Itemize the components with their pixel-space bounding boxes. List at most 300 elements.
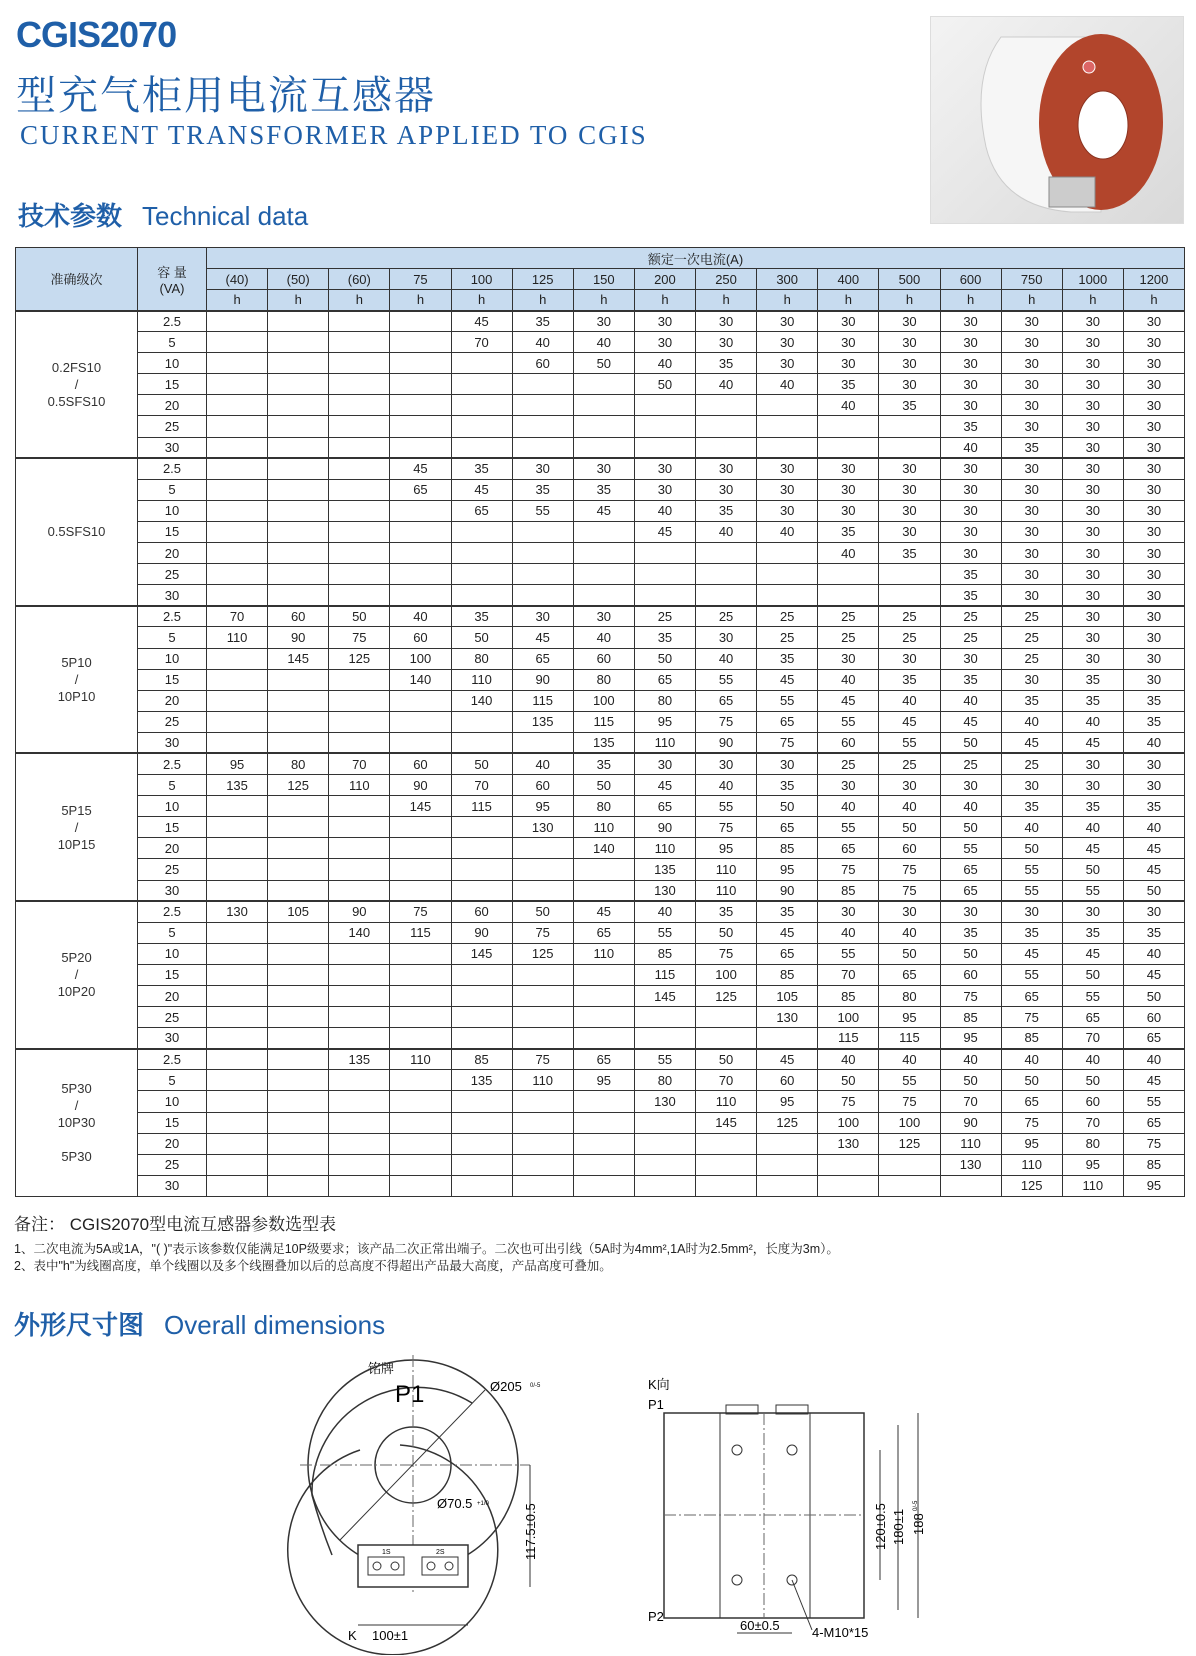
value-cell: 30 xyxy=(940,353,1001,374)
value-cell: 135 xyxy=(451,1070,512,1091)
value-cell: 30 xyxy=(879,775,940,796)
current-header: 300 xyxy=(757,269,818,290)
technical-data-table xyxy=(15,247,1185,1197)
current-header: 1200 xyxy=(1123,269,1184,290)
terminal-2s-label: 2S xyxy=(436,1549,445,1556)
unit-header: h xyxy=(1001,290,1062,311)
value-cell xyxy=(451,1175,512,1196)
value-cell: 30 xyxy=(879,479,940,500)
notes xyxy=(14,1210,839,1275)
value-cell: 40 xyxy=(696,374,757,395)
value-cell xyxy=(329,669,390,690)
value-cell xyxy=(512,395,573,416)
value-cell xyxy=(757,564,818,585)
value-cell: 30 xyxy=(1001,775,1062,796)
value-cell xyxy=(329,1007,390,1028)
value-cell xyxy=(573,1091,634,1112)
value-cell: 25 xyxy=(879,627,940,648)
value-cell: 30 xyxy=(1062,606,1123,627)
value-cell xyxy=(512,1028,573,1049)
value-cell xyxy=(757,585,818,606)
value-cell xyxy=(573,416,634,437)
value-cell: 110 xyxy=(696,859,757,880)
value-cell: 35 xyxy=(818,521,879,542)
value-cell xyxy=(329,1028,390,1049)
value-cell: 30 xyxy=(757,311,818,332)
accuracy-class-line xyxy=(16,1131,137,1148)
accuracy-class-line: 5P30 xyxy=(61,1081,92,1097)
value-cell: 25 xyxy=(940,627,1001,648)
value-cell: 40 xyxy=(1001,817,1062,838)
unit-header: h xyxy=(207,290,268,311)
value-cell: 140 xyxy=(329,922,390,943)
value-cell: 35 xyxy=(451,458,512,479)
value-cell: 50 xyxy=(1062,1070,1123,1091)
table-row xyxy=(16,437,1185,458)
value-cell xyxy=(329,1091,390,1112)
value-cell: 55 xyxy=(634,922,695,943)
value-cell: 35 xyxy=(1001,437,1062,458)
value-cell: 30 xyxy=(1001,585,1062,606)
value-cell xyxy=(512,880,573,901)
value-cell xyxy=(757,395,818,416)
value-cell: 115 xyxy=(573,711,634,732)
value-cell: 30 xyxy=(818,458,879,479)
value-cell: 40 xyxy=(757,521,818,542)
value-cell: 75 xyxy=(696,817,757,838)
table-row xyxy=(16,1070,1185,1091)
value-cell xyxy=(207,690,268,711)
value-cell: 35 xyxy=(696,901,757,922)
value-cell: 60 xyxy=(940,964,1001,985)
value-cell: 80 xyxy=(634,690,695,711)
value-cell xyxy=(573,585,634,606)
value-cell: 50 xyxy=(696,922,757,943)
table-row xyxy=(16,943,1185,964)
unit-header: h xyxy=(512,290,573,311)
value-cell: 45 xyxy=(512,627,573,648)
accuracy-class-line: 5P10 xyxy=(61,655,92,671)
value-cell xyxy=(207,395,268,416)
value-cell: 30 xyxy=(940,543,1001,564)
technical-data-heading: 技术参数 Technical data xyxy=(18,201,309,232)
table-row xyxy=(16,585,1185,606)
value-cell xyxy=(390,543,451,564)
capacity-cell: 2.5 xyxy=(138,901,207,922)
value-cell xyxy=(451,564,512,585)
value-cell xyxy=(451,1133,512,1154)
value-cell xyxy=(696,416,757,437)
table-row xyxy=(16,374,1185,395)
value-cell: 30 xyxy=(879,521,940,542)
value-cell: 30 xyxy=(1062,521,1123,542)
value-cell xyxy=(451,964,512,985)
value-cell: 90 xyxy=(268,627,329,648)
value-cell xyxy=(512,521,573,542)
capacity-cell: 5 xyxy=(138,1070,207,1091)
value-cell: 50 xyxy=(696,1049,757,1070)
value-cell: 45 xyxy=(879,711,940,732)
value-cell: 130 xyxy=(634,1091,695,1112)
value-cell: 85 xyxy=(940,1007,1001,1028)
value-cell: 95 xyxy=(940,1028,1001,1049)
value-cell xyxy=(390,1028,451,1049)
value-cell: 55 xyxy=(696,669,757,690)
value-cell: 45 xyxy=(573,901,634,922)
value-cell: 90 xyxy=(940,1112,1001,1133)
value-cell xyxy=(573,374,634,395)
value-cell xyxy=(329,711,390,732)
value-cell: 55 xyxy=(879,1070,940,1091)
value-cell: 35 xyxy=(940,585,1001,606)
value-cell: 30 xyxy=(757,479,818,500)
value-cell: 135 xyxy=(207,775,268,796)
capacity-cell: 30 xyxy=(138,732,207,753)
value-cell: 30 xyxy=(1062,374,1123,395)
value-cell: 30 xyxy=(757,500,818,521)
value-cell: 40 xyxy=(512,332,573,353)
value-cell: 85 xyxy=(451,1049,512,1070)
value-cell: 110 xyxy=(696,1091,757,1112)
value-cell xyxy=(634,1112,695,1133)
note-2: 2、表中"h"为线圈高度，单个线圈以及多个线圈叠加以后的总高度不得超出产品最大高度，产品高度可叠加。 xyxy=(14,1259,612,1273)
table-row xyxy=(16,711,1185,732)
value-cell xyxy=(512,1007,573,1028)
value-cell: 50 xyxy=(634,374,695,395)
unit-header: h xyxy=(879,290,940,311)
value-cell: 30 xyxy=(1062,479,1123,500)
value-cell xyxy=(268,711,329,732)
value-cell: 30 xyxy=(1123,521,1184,542)
value-cell: 55 xyxy=(818,711,879,732)
value-cell: 30 xyxy=(940,374,1001,395)
value-cell: 110 xyxy=(634,838,695,859)
value-cell xyxy=(451,711,512,732)
accuracy-class-line: 0.5SFS10 xyxy=(47,393,106,409)
value-cell: 40 xyxy=(879,796,940,817)
value-cell: 30 xyxy=(1062,648,1123,669)
value-cell: 30 xyxy=(696,627,757,648)
value-cell: 30 xyxy=(940,395,1001,416)
value-cell: 45 xyxy=(1001,732,1062,753)
value-cell xyxy=(390,1154,451,1175)
value-cell: 115 xyxy=(390,922,451,943)
value-cell: 30 xyxy=(573,458,634,479)
inner-diameter-label: Ø70.5 xyxy=(437,1496,473,1511)
capacity-cell: 20 xyxy=(138,395,207,416)
value-cell: 30 xyxy=(512,458,573,479)
value-cell: 30 xyxy=(696,458,757,479)
value-cell: 40 xyxy=(573,627,634,648)
value-cell: 30 xyxy=(634,458,695,479)
value-cell xyxy=(207,986,268,1007)
value-cell xyxy=(451,1112,512,1133)
value-cell xyxy=(451,817,512,838)
value-cell: 125 xyxy=(1001,1175,1062,1196)
capacity-cell: 10 xyxy=(138,500,207,521)
value-cell: 30 xyxy=(1062,775,1123,796)
value-cell: 40 xyxy=(818,395,879,416)
p1-label: P1 xyxy=(395,1381,425,1408)
value-cell: 55 xyxy=(879,732,940,753)
value-cell xyxy=(390,332,451,353)
value-cell: 30 xyxy=(1062,437,1123,458)
value-cell xyxy=(268,479,329,500)
value-cell xyxy=(451,416,512,437)
capacity-cell: 5 xyxy=(138,479,207,500)
value-cell xyxy=(207,543,268,564)
value-cell: 30 xyxy=(940,648,1001,669)
value-cell: 95 xyxy=(512,796,573,817)
capacity-cell: 15 xyxy=(138,521,207,542)
value-cell: 40 xyxy=(1123,943,1184,964)
value-cell: 35 xyxy=(1123,922,1184,943)
value-cell xyxy=(879,1154,940,1175)
value-cell xyxy=(512,732,573,753)
value-cell xyxy=(879,564,940,585)
value-cell: 45 xyxy=(1123,1070,1184,1091)
value-cell: 40 xyxy=(879,1049,940,1070)
value-cell: 100 xyxy=(818,1007,879,1028)
table-row xyxy=(16,732,1185,753)
value-cell: 30 xyxy=(1123,395,1184,416)
value-cell: 70 xyxy=(207,606,268,627)
value-cell: 115 xyxy=(634,964,695,985)
value-cell: 145 xyxy=(451,943,512,964)
accuracy-class-cell xyxy=(16,606,138,754)
note-1: 1、二次电流为5A或1A，"( )"表示该参数仅能满足10P级要求；该产品二次正常出端子。二次也可出引线（5A时为4mm²,1A时为2.5mm²，长度为3m）。 xyxy=(14,1242,839,1256)
value-cell xyxy=(634,437,695,458)
accuracy-class-line: 10P10 xyxy=(57,689,96,705)
hole-spacing-dimension: 60±0.5 xyxy=(740,1618,780,1633)
value-cell: 30 xyxy=(1123,585,1184,606)
total-height-dimension: 188 xyxy=(911,1513,926,1535)
value-cell xyxy=(696,543,757,564)
capacity-cell: 25 xyxy=(138,1007,207,1028)
accuracy-class-cell xyxy=(16,753,138,901)
value-cell xyxy=(512,1091,573,1112)
value-cell: 50 xyxy=(1123,986,1184,1007)
value-cell: 40 xyxy=(573,332,634,353)
value-cell: 55 xyxy=(696,796,757,817)
value-cell: 65 xyxy=(818,838,879,859)
value-cell: 30 xyxy=(1062,585,1123,606)
table-row xyxy=(16,416,1185,437)
value-cell: 25 xyxy=(1001,648,1062,669)
table-row xyxy=(16,1112,1185,1133)
accuracy-class-line: / xyxy=(74,376,79,392)
value-cell: 65 xyxy=(1062,1007,1123,1028)
value-cell xyxy=(573,1028,634,1049)
value-cell xyxy=(207,1175,268,1196)
total-height-tolerance: 0/-5 xyxy=(913,1500,919,1511)
value-cell: 75 xyxy=(1123,1133,1184,1154)
value-cell: 50 xyxy=(512,901,573,922)
value-cell: 50 xyxy=(451,753,512,774)
value-cell xyxy=(696,564,757,585)
value-cell xyxy=(329,964,390,985)
value-cell: 40 xyxy=(634,500,695,521)
value-cell: 30 xyxy=(1062,753,1123,774)
value-cell: 75 xyxy=(940,986,1001,1007)
value-cell xyxy=(390,986,451,1007)
value-cell: 30 xyxy=(940,521,1001,542)
value-cell: 65 xyxy=(512,648,573,669)
value-cell xyxy=(329,690,390,711)
accuracy-class-line: 10P20 xyxy=(57,984,96,1000)
value-cell xyxy=(207,648,268,669)
value-cell: 95 xyxy=(634,711,695,732)
value-cell xyxy=(757,1133,818,1154)
value-cell: 45 xyxy=(1123,964,1184,985)
value-cell: 40 xyxy=(818,796,879,817)
value-cell: 30 xyxy=(1001,332,1062,353)
capacity-cell: 25 xyxy=(138,564,207,585)
value-cell xyxy=(696,585,757,606)
page-title-en: CURRENT TRANSFORMER APPLIED TO CGIS xyxy=(20,120,648,150)
value-cell: 60 xyxy=(573,648,634,669)
value-cell: 40 xyxy=(757,374,818,395)
value-cell: 40 xyxy=(696,775,757,796)
table-row xyxy=(16,1007,1185,1028)
value-cell: 30 xyxy=(1001,901,1062,922)
value-cell xyxy=(940,1175,1001,1196)
value-cell: 25 xyxy=(757,627,818,648)
table-row xyxy=(16,986,1185,1007)
table-row xyxy=(16,543,1185,564)
value-cell xyxy=(818,437,879,458)
value-cell: 125 xyxy=(268,775,329,796)
value-cell: 145 xyxy=(268,648,329,669)
value-cell: 60 xyxy=(879,838,940,859)
table-row xyxy=(16,564,1185,585)
value-cell xyxy=(696,395,757,416)
table-row xyxy=(16,1154,1185,1175)
value-cell: 30 xyxy=(940,775,1001,796)
value-cell xyxy=(268,564,329,585)
value-cell xyxy=(451,521,512,542)
value-cell: 75 xyxy=(390,901,451,922)
value-cell: 35 xyxy=(696,353,757,374)
value-cell: 80 xyxy=(1062,1133,1123,1154)
value-cell xyxy=(329,1112,390,1133)
value-cell: 70 xyxy=(451,775,512,796)
value-cell xyxy=(390,521,451,542)
value-cell: 125 xyxy=(696,986,757,1007)
value-cell xyxy=(634,564,695,585)
value-cell: 75 xyxy=(329,627,390,648)
capacity-cell: 2.5 xyxy=(138,311,207,332)
capacity-cell: 15 xyxy=(138,1112,207,1133)
value-cell: 35 xyxy=(451,606,512,627)
value-cell: 30 xyxy=(1123,564,1184,585)
value-cell xyxy=(207,458,268,479)
table-row xyxy=(16,627,1185,648)
value-cell: 25 xyxy=(1001,606,1062,627)
accuracy-class-line: 0.2FS10 xyxy=(51,359,102,375)
value-cell: 50 xyxy=(818,1070,879,1091)
value-cell xyxy=(390,564,451,585)
table-row xyxy=(16,1028,1185,1049)
value-cell xyxy=(268,458,329,479)
value-cell: 35 xyxy=(757,648,818,669)
value-cell xyxy=(451,1091,512,1112)
value-cell: 115 xyxy=(512,690,573,711)
value-cell xyxy=(451,1154,512,1175)
value-cell: 95 xyxy=(879,1007,940,1028)
value-cell: 25 xyxy=(818,627,879,648)
nameplate-label: 铭牌 xyxy=(368,1361,395,1376)
capacity-cell: 15 xyxy=(138,374,207,395)
value-cell: 60 xyxy=(512,353,573,374)
value-cell xyxy=(329,585,390,606)
value-cell xyxy=(634,416,695,437)
value-cell: 85 xyxy=(818,880,879,901)
table-row xyxy=(16,964,1185,985)
capacity-cell: 20 xyxy=(138,543,207,564)
unit-header: h xyxy=(634,290,695,311)
value-cell: 55 xyxy=(1062,986,1123,1007)
value-cell: 55 xyxy=(818,817,879,838)
value-cell: 35 xyxy=(573,479,634,500)
value-cell xyxy=(634,585,695,606)
value-cell: 30 xyxy=(1123,543,1184,564)
table-row xyxy=(16,775,1185,796)
value-cell: 45 xyxy=(1123,838,1184,859)
value-cell: 95 xyxy=(1123,1175,1184,1196)
hole-height-dimension: 120±0.5 xyxy=(873,1503,888,1550)
value-cell xyxy=(268,1175,329,1196)
table-row xyxy=(16,521,1185,542)
unit-header: h xyxy=(696,290,757,311)
value-cell: 75 xyxy=(1001,1112,1062,1133)
value-cell xyxy=(207,521,268,542)
header-accuracy-class: 准确级次 xyxy=(16,248,138,311)
value-cell xyxy=(451,374,512,395)
value-cell xyxy=(329,500,390,521)
value-cell: 30 xyxy=(818,901,879,922)
value-cell xyxy=(696,1133,757,1154)
value-cell: 45 xyxy=(757,1049,818,1070)
value-cell: 30 xyxy=(1123,901,1184,922)
value-cell xyxy=(879,1175,940,1196)
table-row xyxy=(16,1049,1185,1070)
value-cell xyxy=(512,437,573,458)
value-cell xyxy=(268,690,329,711)
value-cell: 30 xyxy=(1001,311,1062,332)
value-cell xyxy=(512,585,573,606)
value-cell: 50 xyxy=(879,817,940,838)
value-cell: 30 xyxy=(757,332,818,353)
value-cell xyxy=(818,1175,879,1196)
value-cell: 55 xyxy=(1001,880,1062,901)
value-cell: 50 xyxy=(1062,964,1123,985)
capacity-cell: 30 xyxy=(138,585,207,606)
value-cell: 25 xyxy=(818,753,879,774)
side-view-drawing xyxy=(640,1375,940,1655)
value-cell: 125 xyxy=(329,648,390,669)
value-cell: 25 xyxy=(879,606,940,627)
value-cell: 30 xyxy=(1123,332,1184,353)
accuracy-class-cell xyxy=(16,1049,138,1197)
value-cell xyxy=(451,543,512,564)
value-cell xyxy=(696,1154,757,1175)
value-cell: 45 xyxy=(451,311,512,332)
value-cell: 90 xyxy=(512,669,573,690)
value-cell xyxy=(696,1007,757,1028)
value-cell: 90 xyxy=(696,732,757,753)
current-header: 400 xyxy=(818,269,879,290)
